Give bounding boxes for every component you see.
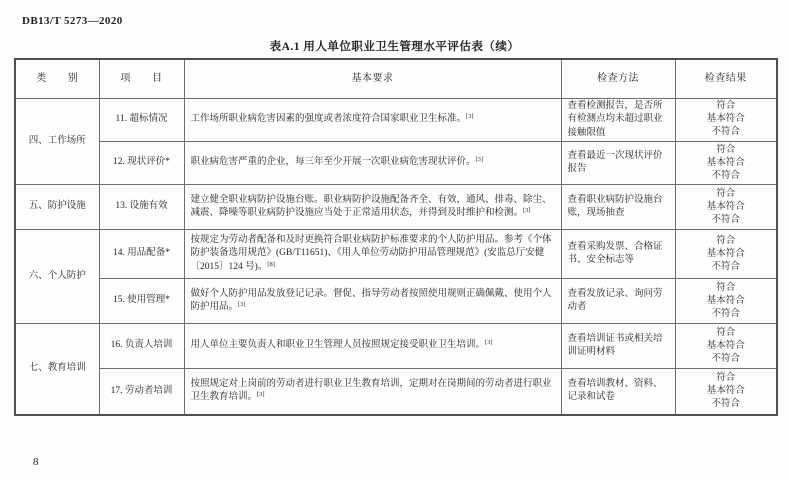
result-option: 基本符合 [706, 248, 745, 259]
result-option: 基本符合 [706, 295, 745, 306]
result-options [675, 98, 777, 142]
requirement-text [184, 279, 561, 324]
result-option: 基本符合 [706, 114, 745, 125]
reference-superscript: [3] [485, 339, 493, 347]
method-text: 查看发放记录、询问劳动者 [561, 279, 675, 324]
reference-superscript: [3] [523, 207, 531, 214]
table-title: 表A.1 用人单位职业卫生管理水平评估表（续） [269, 41, 520, 53]
result-option: 基本符合 [706, 385, 745, 396]
header-method: 检查方法 [561, 59, 675, 98]
requirement-text [184, 185, 561, 230]
result-option: 符合 [716, 235, 736, 246]
requirement-text [184, 98, 561, 142]
table-header-row [15, 59, 777, 98]
requirement-text [184, 142, 561, 185]
item-label: 17. 劳动者培训 [99, 369, 184, 415]
method-text: 查看最近一次现状评价报告 [561, 142, 675, 185]
category-workplace: 四、工作场所 [15, 98, 99, 185]
category-education-training: 七、教育培训 [15, 324, 99, 415]
method-text: 查看采购发票、合格证书、安全标志等 [561, 230, 675, 279]
reference-superscript: [3] [238, 301, 246, 308]
result-options [675, 230, 777, 279]
table-row [15, 369, 777, 415]
result-option: 基本符合 [706, 157, 745, 168]
reference-superscript: [3] [475, 156, 484, 164]
result-option: 符合 [716, 188, 736, 199]
table-row [15, 324, 777, 369]
item-label: 12. 现状评价* [99, 142, 184, 185]
header-category: 类 别 [15, 59, 99, 98]
document-number: DB13/T 5273—2020 [22, 15, 123, 27]
method-text: 查看培训证书或相关培训证明材料 [561, 324, 675, 369]
header-item: 项 目 [99, 59, 184, 98]
table-row [15, 230, 777, 279]
table-row [15, 98, 777, 142]
item-label: 14. 用品配备* [99, 230, 184, 279]
requirement-text [184, 369, 561, 415]
result-option: 不符合 [711, 261, 740, 272]
requirement-body: 工作场所职业病危害因素的强度或者浓度符合国家职业卫生标准。 [190, 114, 467, 124]
result-option: 不符合 [711, 127, 740, 138]
result-option: 不符合 [711, 214, 740, 225]
table-row [15, 142, 777, 185]
header-result: 检查结果 [675, 59, 777, 98]
result-option: 不符合 [711, 353, 740, 364]
result-option: 不符合 [711, 170, 740, 181]
requirement-body: 建立健全职业病防护设施台账。职业病防护设施配备齐全、有效，通风、排毒、除尘、减震、降噪等职业病防护设施应当处于正常适用状态，并得到及时维护和检测。 [190, 194, 552, 218]
reference-superscript: [3] [257, 391, 265, 399]
method-text: 查看检测报告，是否所有检测点均未超过职业接触限值 [561, 98, 675, 142]
reference-superscript: [3] [466, 113, 474, 120]
result-option: 不符合 [711, 398, 740, 409]
method-text: 查看职业病防护设施台账，现场抽查 [561, 185, 675, 230]
method-text: 查看培训教材、资料、记录和试卷 [561, 369, 675, 415]
result-option: 基本符合 [706, 340, 745, 351]
result-option: 符合 [716, 327, 736, 338]
requirement-body: 做好个人防护用品发放登记记录。督促、指导劳动者按照使用规则正确佩戴、使用个人防护用品。 [190, 288, 552, 312]
result-option: 基本符合 [706, 201, 745, 212]
table-row [15, 279, 777, 324]
requirement-body: 用人单位主要负责人和职业卫生管理人员按照规定接受职业卫生培训。 [190, 340, 486, 351]
result-option: 符合 [716, 372, 736, 383]
result-option: 符合 [716, 101, 736, 112]
requirement-text [184, 230, 561, 279]
result-options [675, 369, 777, 415]
result-option: 不符合 [711, 308, 740, 319]
page-number: 8 [33, 456, 39, 468]
requirement-body: 职业病危害严重的企业，每三年至少开展一次职业病危害现状评价。 [190, 157, 476, 168]
result-option: 符合 [716, 144, 736, 155]
result-options [675, 279, 777, 324]
requirement-body: 按规定为劳动者配备和及时更换符合职业病防护标准要求的个人防护用品。参考《个体防护装备选用规范》(GB/T11651)、《用人单位劳动防护用品管理规范》(安监总厅安健〔2015〕124 号)。 [190, 234, 552, 272]
assessment-table [14, 58, 778, 416]
category-protective-facilities: 五、防护设施 [15, 185, 99, 230]
item-label: 15. 使用管理* [99, 279, 184, 324]
result-options [675, 324, 777, 369]
requirement-text [184, 324, 561, 369]
item-label: 16. 负责人培训 [99, 324, 184, 369]
item-label: 11. 超标情况 [99, 98, 184, 142]
result-options [675, 185, 777, 230]
table-row [15, 185, 777, 230]
requirement-body: 按照规定对上岗前的劳动者进行职业卫生教育培训，定期对在岗期间的劳动者进行职业卫生教育培训。 [190, 378, 552, 403]
item-label: 13. 设施有效 [99, 185, 184, 230]
reference-superscript: [8] [267, 260, 275, 268]
header-requirement: 基本要求 [184, 59, 561, 98]
category-personal-protection: 六、个人防护 [15, 230, 99, 324]
result-option: 符合 [716, 282, 736, 293]
result-options [675, 142, 777, 185]
